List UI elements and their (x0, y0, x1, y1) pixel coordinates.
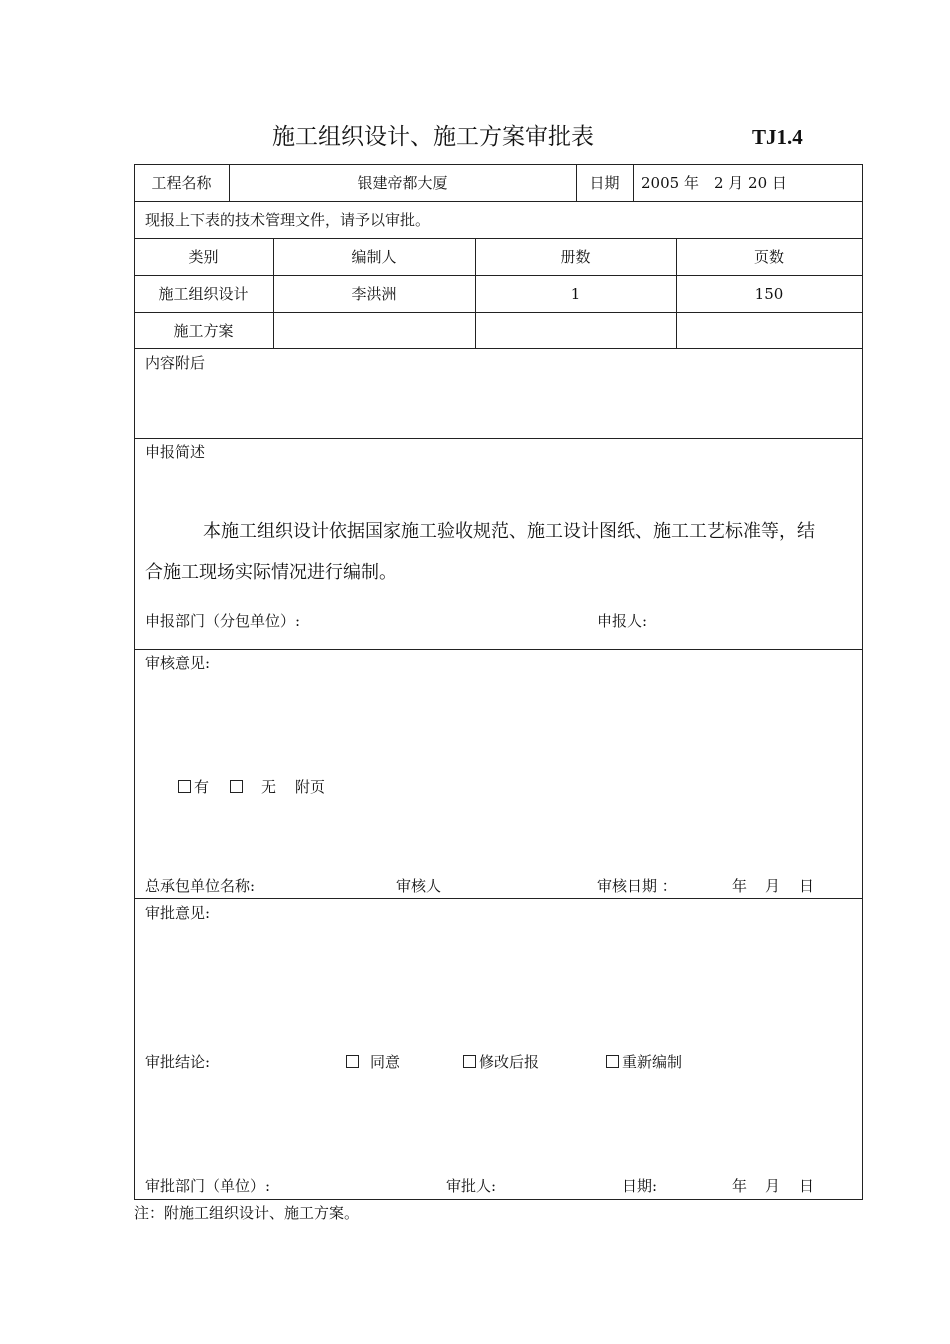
form-title: 施工组织设计、施工方案审批表 (272, 124, 594, 150)
cell-category: 施工组织设计 (158, 285, 249, 303)
row-divider (134, 348, 863, 349)
header-volumes: 册数 (560, 248, 591, 266)
row-divider (134, 312, 863, 313)
approval-label: 审批意见: (145, 904, 211, 922)
project-name-label: 工程名称 (151, 174, 212, 192)
row-divider (134, 238, 863, 239)
cell-author: 李洪洲 (351, 285, 397, 303)
summary-line-2: 合施工现场实际情况进行编制。 (145, 562, 397, 583)
date-label: 日期 (589, 174, 620, 192)
approval-option-modify[interactable]: 修改后报 (463, 1053, 539, 1071)
cell-volumes: 1 (570, 285, 581, 303)
approval-option-agree[interactable]: 同意 (346, 1053, 400, 1071)
summary-label: 申报简述 (145, 443, 206, 461)
reviewer-label: 审核人 (396, 877, 442, 895)
checkbox-icon[interactable] (463, 1055, 476, 1068)
table-border-bottom (134, 1199, 863, 1200)
checkbox-icon[interactable] (178, 780, 191, 793)
review-day-label: 日 (799, 877, 815, 895)
review-option-yes[interactable]: 有 (178, 778, 209, 796)
approval-option-redo[interactable]: 重新编制 (606, 1053, 682, 1071)
col-divider (633, 164, 634, 201)
header-category: 类别 (188, 248, 219, 266)
submitter-label: 申报人: (597, 612, 648, 630)
table-border-right (862, 164, 863, 1200)
checkbox-icon[interactable] (230, 780, 243, 793)
row-divider (134, 201, 863, 202)
table-border-top (134, 164, 863, 165)
row-divider (134, 275, 863, 276)
submit-statement: 现报上下表的技术管理文件，请予以审批。 (145, 211, 431, 229)
approval-conclusion-label: 审批结论: (145, 1053, 211, 1071)
approval-dept-label: 审批部门（单位）: (145, 1177, 271, 1195)
contractor-unit-label: 总承包单位名称: (145, 877, 256, 895)
form-code: TJ1.4 (752, 125, 803, 149)
content-attached-label: 内容附后 (145, 354, 206, 372)
row-divider (134, 649, 863, 650)
date-value: 2005 年 2 月 20 日 (641, 174, 787, 192)
row-divider (134, 438, 863, 439)
cell-pages: 150 (754, 285, 784, 303)
review-option-no[interactable]: 无 (230, 778, 276, 796)
approval-month-label: 月 (765, 1177, 781, 1195)
summary-line-1: 本施工组织设计依据国家施工验收规范、施工设计图纸、施工工艺标准等，结 (203, 521, 815, 542)
review-month-label: 月 (765, 877, 781, 895)
footnote: 注：附施工组织设计、施工方案。 (134, 1204, 360, 1222)
table-border-left (134, 164, 135, 1200)
approval-day-label: 日 (799, 1177, 815, 1195)
header-pages: 页数 (753, 248, 784, 266)
approver-label: 审批人: (446, 1177, 497, 1195)
project-name-value: 银建帝都大厦 (357, 174, 448, 192)
cell-category: 施工方案 (173, 322, 234, 340)
checkbox-icon[interactable] (346, 1055, 359, 1068)
checkbox-icon[interactable] (606, 1055, 619, 1068)
header-author: 编制人 (351, 248, 397, 266)
submit-dept-label: 申报部门（分包单位）: (145, 612, 301, 630)
review-label: 审核意见: (145, 654, 211, 672)
row-divider (134, 898, 863, 899)
review-attach-label: 附页 (295, 778, 326, 796)
review-year-label: 年 (732, 877, 748, 895)
approval-year-label: 年 (732, 1177, 748, 1195)
review-date-label: 审核日期 ： (597, 877, 677, 895)
approval-date-label: 日期: (622, 1177, 658, 1195)
